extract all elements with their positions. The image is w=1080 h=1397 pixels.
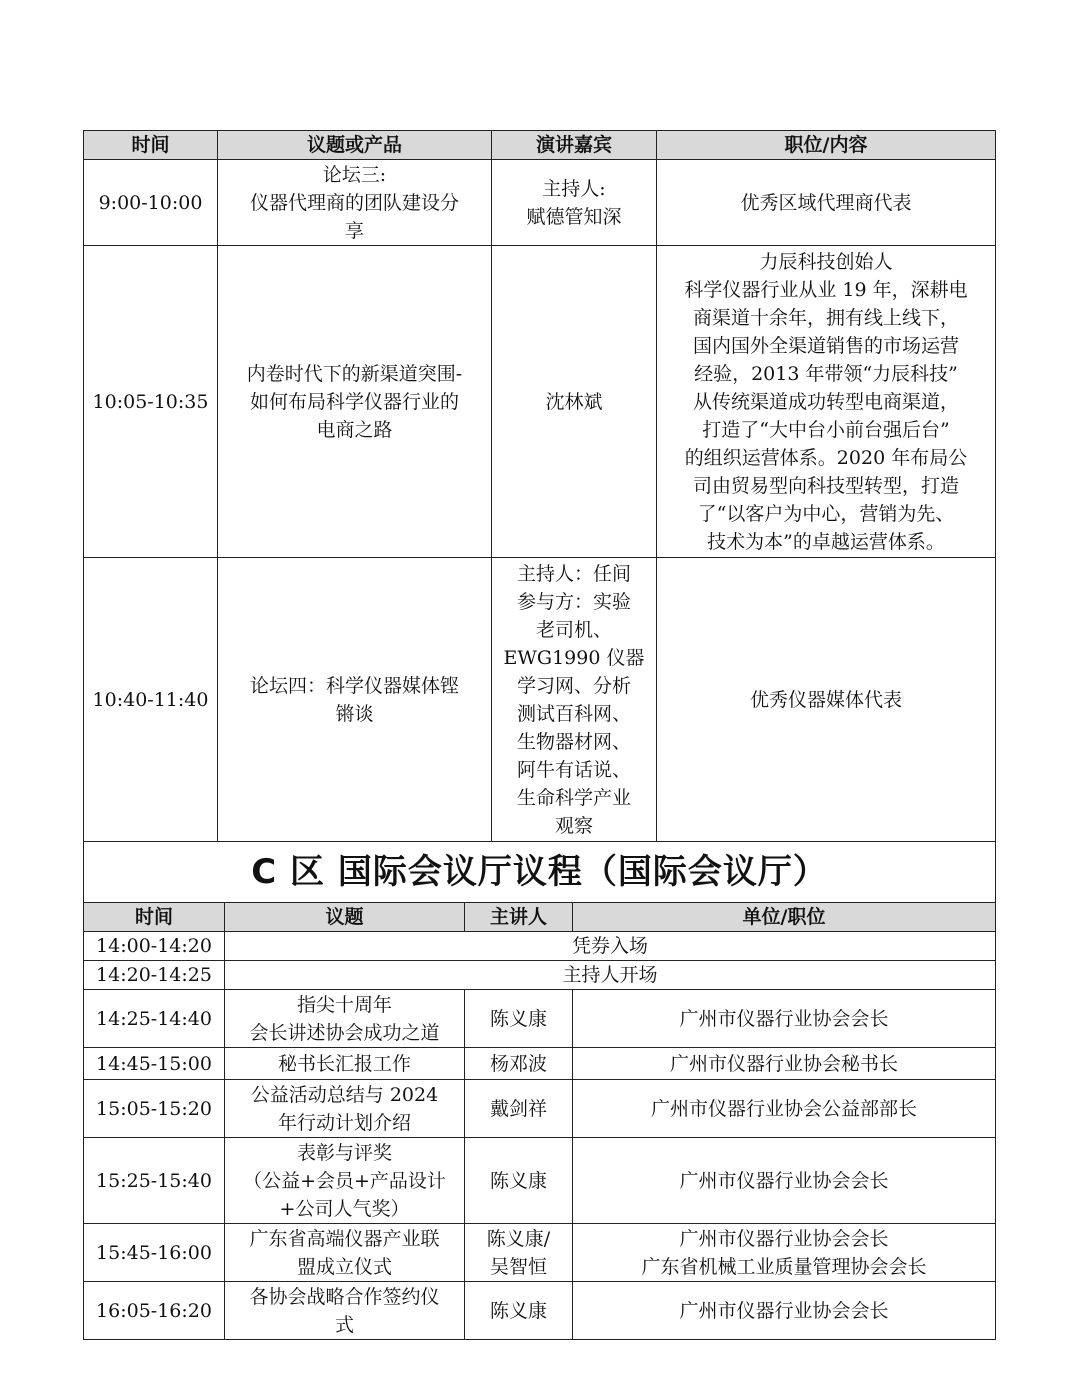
row-speaker [465, 1224, 573, 1282]
topic-line: 年行动计划介绍 [277, 1111, 411, 1134]
position-line: 广州市仪器行业协会公益部部长 [650, 1097, 917, 1120]
topic-line: 论坛三: [322, 163, 387, 186]
forum-agenda-table [83, 130, 996, 842]
topic-line: 如何布局科学仪器行业的 [249, 390, 459, 413]
row-position [573, 990, 996, 1048]
conference-hall-agenda-table [83, 902, 996, 1340]
row-topic [225, 990, 465, 1048]
row-time: 15:25-15:40 [84, 1138, 225, 1224]
topic-line: 会长讲述协会成功之道 [249, 1021, 440, 1044]
agenda-sheet [83, 130, 996, 1340]
speaker-line: 观察 [554, 814, 593, 837]
table-row [84, 558, 996, 842]
position-line: 广州市仪器行业协会会长 [679, 1169, 889, 1192]
position-line: 优秀区域代理商代表 [740, 191, 912, 214]
position-line: 广州市仪器行业协会会长 [679, 1227, 889, 1250]
position-line: 广州市仪器行业协会会长 [679, 1299, 889, 1322]
position-line: 的组织运营体系。2020 年布局公 [684, 446, 968, 469]
speaker-line: 测试百科网、 [516, 702, 631, 725]
row-position [657, 246, 996, 558]
row-time: 15:45-16:00 [84, 1224, 225, 1282]
topic-line: 各协会战略合作签约仪 [249, 1285, 440, 1308]
header-position: 单位/职位 [573, 903, 996, 932]
header-position: 职位/内容 [657, 131, 996, 160]
position-line: 国内国外全渠道销售的市场运营 [692, 334, 959, 357]
topic-line: 公益活动总结与 2024 [250, 1083, 439, 1106]
row-speaker [465, 1282, 573, 1340]
row-topic [218, 246, 492, 558]
row-speaker [465, 1138, 573, 1224]
position-line: 广州市仪器行业协会秘书长 [669, 1052, 898, 1075]
row-position [573, 1282, 996, 1340]
row-speaker [492, 558, 657, 842]
position-line: 技术为本”的卓越运营体系。 [707, 530, 945, 553]
position-line: 优秀仪器媒体代表 [749, 688, 902, 711]
speaker-line: 陈义康 [489, 1299, 547, 1322]
position-line: 从传统渠道成功转型电商渠道， [692, 390, 959, 413]
row-time: 14:45-15:00 [84, 1048, 225, 1080]
speaker-line: 陈义康/ [486, 1227, 551, 1250]
row-time: 10:05-10:35 [84, 246, 218, 558]
row-topic [218, 558, 492, 842]
speaker-line: 阿牛有话说、 [516, 758, 631, 781]
row-speaker [465, 1048, 573, 1080]
table-row [84, 1224, 996, 1282]
row-position [573, 1080, 996, 1138]
table-header-row [84, 903, 996, 932]
row-merged-content: 主持人开场 [225, 961, 996, 990]
position-line: 打造了“大中台小前台强后台” [702, 418, 950, 441]
topic-line: 论坛四：科学仪器媒体铿 [249, 674, 459, 697]
speaker-line: 陈义康 [489, 1007, 547, 1030]
speaker-line: 吴智恒 [489, 1255, 547, 1278]
table-row [84, 246, 996, 558]
row-time: 14:20-14:25 [84, 961, 225, 990]
row-topic [225, 1080, 465, 1138]
topic-line: +公司人气奖） [279, 1197, 410, 1220]
position-line: 了“以客户为中心，营销为先、 [697, 502, 955, 525]
row-time: 9:00-10:00 [84, 160, 218, 246]
header-speaker: 演讲嘉宾 [492, 131, 657, 160]
speaker-line: 主持人: [542, 177, 606, 200]
speaker-line: 陈义康 [489, 1169, 547, 1192]
row-position [657, 558, 996, 842]
row-speaker [465, 990, 573, 1048]
header-time: 时间 [84, 131, 218, 160]
topic-line: 电商之路 [316, 418, 393, 441]
table-row [84, 932, 996, 961]
table-row [84, 1048, 996, 1080]
row-speaker [465, 1080, 573, 1138]
speaker-line: 学习网、分析 [516, 674, 631, 697]
row-time: 15:05-15:20 [84, 1080, 225, 1138]
row-position [573, 1048, 996, 1080]
topic-line: 仪器代理商的团队建设分 [249, 191, 459, 214]
row-topic [225, 1282, 465, 1340]
speaker-line: 参与方：实验 [516, 590, 631, 613]
speaker-line: 戴剑祥 [489, 1097, 547, 1120]
topic-line: 锵谈 [335, 702, 374, 725]
position-line: 商渠道十余年，拥有线上线下， [692, 306, 959, 329]
row-position [657, 160, 996, 246]
row-merged-content: 凭券入场 [225, 932, 996, 961]
section-title: C 区 国际会议厅议程（国际会议厅） [83, 842, 996, 902]
header-time: 时间 [84, 903, 225, 932]
speaker-line: 沈林斌 [545, 390, 603, 413]
table-row [84, 160, 996, 246]
topic-line: 内卷时代下的新渠道突围- [246, 362, 463, 385]
row-position [573, 1138, 996, 1224]
row-time: 16:05-16:20 [84, 1282, 225, 1340]
row-topic [225, 1224, 465, 1282]
speaker-line: 主持人：任间 [516, 562, 631, 585]
row-topic [225, 1048, 465, 1080]
position-line: 力辰科技创始人 [759, 250, 893, 273]
position-line: 广东省机械工业质量管理协会会长 [641, 1255, 927, 1278]
topic-line: 式 [334, 1313, 354, 1336]
row-position [573, 1224, 996, 1282]
table-row [84, 1138, 996, 1224]
speaker-line: EWG1990 仪器 [503, 646, 645, 669]
position-line: 广州市仪器行业协会会长 [679, 1007, 889, 1030]
topic-line: 广东省高端仪器产业联 [249, 1227, 440, 1250]
row-time: 14:00-14:20 [84, 932, 225, 961]
speaker-line: 生物器材网、 [516, 730, 631, 753]
topic-line: （公益+会员+产品设计 [243, 1169, 446, 1192]
topic-line: 秘书长汇报工作 [277, 1052, 411, 1075]
row-time: 14:25-14:40 [84, 990, 225, 1048]
speaker-line: 生命科学产业 [516, 786, 631, 809]
topic-line: 指尖十周年 [296, 993, 392, 1016]
row-time: 10:40-11:40 [84, 558, 218, 842]
table-row [84, 1080, 996, 1138]
position-line: 司由贸易型向科技型转型，打造 [692, 474, 959, 497]
table-row [84, 990, 996, 1048]
position-line: 科学仪器行业从业 19 年，深耕电 [684, 278, 968, 301]
position-line: 经验，2013 年带领“力辰科技” [694, 362, 958, 385]
row-topic [218, 160, 492, 246]
row-speaker [492, 160, 657, 246]
row-topic [225, 1138, 465, 1224]
speaker-line: 老司机、 [535, 618, 612, 641]
table-row [84, 1282, 996, 1340]
row-speaker [492, 246, 657, 558]
header-speaker: 主讲人 [465, 903, 573, 932]
header-topic: 议题 [225, 903, 465, 932]
topic-line: 享 [344, 219, 364, 242]
table-header-row [84, 131, 996, 160]
topic-line: 表彰与评奖 [296, 1141, 392, 1164]
table-row [84, 961, 996, 990]
speaker-line: 赋德管知深 [526, 205, 622, 228]
speaker-line: 杨邓波 [489, 1052, 547, 1075]
header-topic: 议题或产品 [218, 131, 492, 160]
topic-line: 盟成立仪式 [296, 1255, 392, 1278]
